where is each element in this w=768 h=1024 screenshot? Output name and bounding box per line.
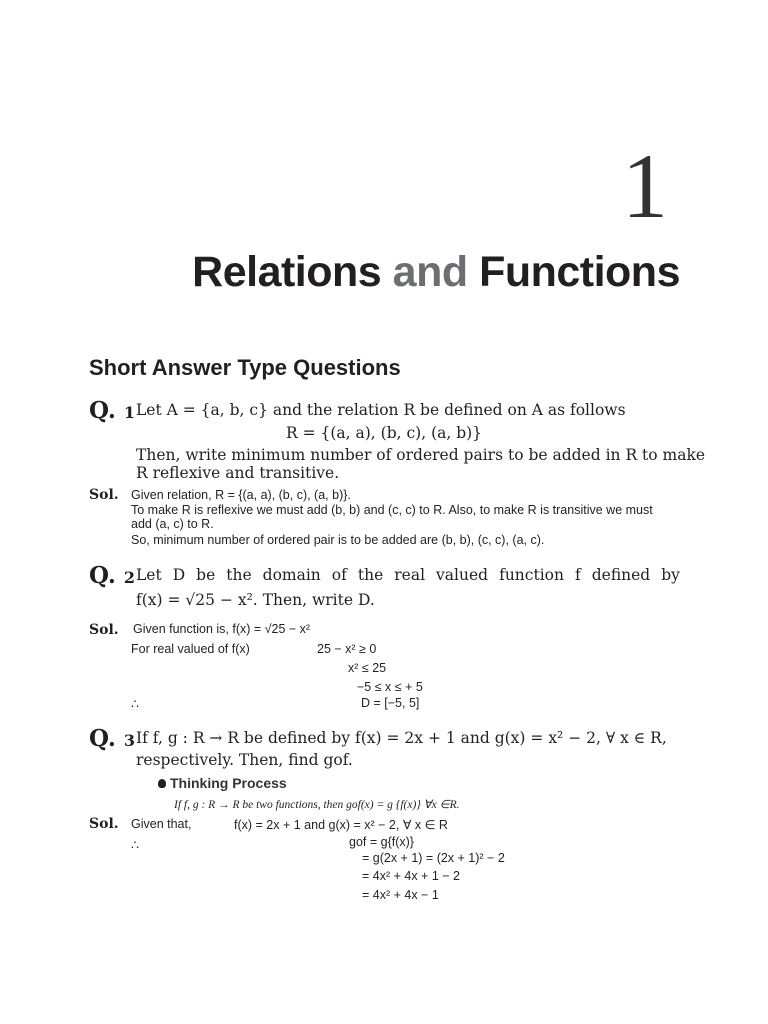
- title-part1: Relations: [192, 248, 382, 296]
- q1-sol-line4: So, minimum number of ordered pair is to be added are (b, b), (c, c), (a, c).: [131, 533, 545, 547]
- q2-sol-given: Given function is, f(x) = √25 − x²: [133, 622, 311, 636]
- thinking-process-text: If f, g : R → R be two functions, then gof(x) = g {f(x)} ∀x ∈R.: [174, 799, 460, 811]
- q1-sol-label: Sol.: [89, 487, 119, 503]
- q2-sol-step2: x² ≤ 25: [348, 661, 387, 675]
- chapter-number: 1: [622, 135, 668, 237]
- q3-line1: If f, g : R → R be defined by f(x) = 2x + 1 and g(x) = x² − 2, ∀ x ∈ R,: [136, 729, 667, 747]
- question-1-label: Q. 1: [89, 397, 136, 424]
- q1-sol-line2: To make R is reflexive we must add (b, b) and (c, c) to R. Also, to make R is transitive we must: [131, 503, 653, 517]
- q2-sol-step1: 25 − x² ≥ 0: [317, 642, 377, 656]
- question-2-label: Q. 2: [89, 562, 136, 589]
- q1-line1: Let A = {a, b, c} and the relation R be defined on A as follows: [136, 401, 626, 419]
- q3-line2: respectively. Then, find gof.: [136, 751, 353, 769]
- q2-therefore: ∴: [131, 697, 139, 711]
- q3-sol-given: f(x) = 2x + 1 and g(x) = x² − 2, ∀ x ∈ R: [234, 818, 448, 832]
- q3-sol-label: Sol.: [89, 816, 119, 832]
- chapter-title: [192, 248, 680, 297]
- q2-sol-step3: −5 ≤ x ≤ + 5: [357, 680, 423, 694]
- q1-sol-line1: Given relation, R = {(a, a), (b, c), (a, b)}.: [131, 488, 351, 502]
- q1-line3: Then, write minimum number of ordered pairs to be added in R to make: [136, 446, 706, 464]
- question-3-label: Q. 3: [89, 725, 136, 752]
- q1-line2: R = {(a, a), (b, c), (a, b)}: [286, 424, 483, 442]
- title-and: and: [392, 248, 468, 296]
- thinking-process-heading: Thinking Process: [158, 775, 287, 791]
- q3-sol-given-label: Given that,: [131, 817, 192, 831]
- q2-sol-real-label: For real valued of f(x): [131, 642, 250, 656]
- title-part2: Functions: [479, 248, 680, 296]
- q3-sol-step1: gof = g{f(x)}: [349, 835, 414, 849]
- q1-sol-line3: add (a, c) to R.: [131, 517, 214, 531]
- q3-therefore: ∴: [131, 838, 139, 852]
- q2-line1: Let D be the domain of the real valued function f defined by: [136, 566, 680, 584]
- q3-sol-step2: = g(2x + 1) = (2x + 1)² − 2: [362, 851, 505, 865]
- lightbulb-icon: [158, 779, 166, 788]
- section-heading: Short Answer Type Questions: [89, 355, 401, 380]
- q2-line2: f(x) = √25 − x². Then, write D.: [136, 591, 375, 609]
- q2-sol-label: Sol.: [89, 622, 119, 638]
- q3-sol-step3: = 4x² + 4x + 1 − 2: [362, 869, 460, 883]
- q3-sol-step4: = 4x² + 4x − 1: [362, 888, 439, 902]
- q2-sol-step4: D = [−5, 5]: [361, 696, 420, 710]
- q1-line4: R reflexive and transitive.: [136, 464, 340, 482]
